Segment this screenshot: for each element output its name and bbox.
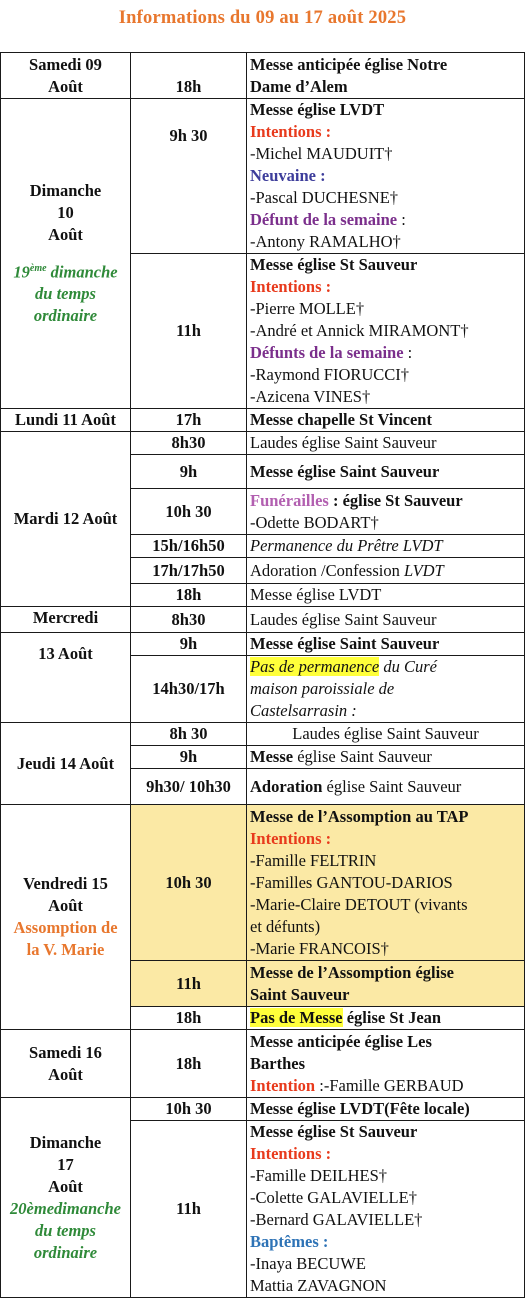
event-cell: Pas de Messe église St Jean [247, 1007, 525, 1030]
table-row [1, 633, 525, 656]
table-row [1, 805, 525, 961]
day-cell [1, 53, 131, 99]
event-cell [247, 53, 525, 99]
event-cell: Messe église Saint Sauveur [247, 633, 525, 656]
day-label: Août [48, 224, 83, 244]
table-row [1, 99, 525, 254]
time-cell: 18h [131, 53, 247, 99]
event-cell: Messe anticipée église Les Barthes Intention :-Famille GERBAUD [247, 1030, 525, 1098]
event-line: maison paroissiale de [250, 679, 395, 698]
event-line: Messe anticipée église Notre [250, 54, 448, 74]
feast-label: la V. Marie [26, 940, 105, 959]
event-cell: Laudes église Saint Sauveur [247, 432, 525, 455]
event-line: Castelsarrasin : [250, 701, 357, 720]
time-cell: 9h30/ 10h30 [131, 769, 247, 805]
event-line: Messe de l’Assomption église [250, 962, 454, 982]
event-line: Saint Sauveur [250, 984, 350, 1004]
event-cell: Messe église LVDT(Fête locale) [247, 1098, 525, 1121]
table-row [1, 723, 525, 746]
time-cell: 11h [131, 961, 247, 1007]
event-cell: Messe église Saint Sauveur [247, 746, 525, 769]
time-cell: 11h [131, 1121, 247, 1298]
day-cell: Mercredi [1, 607, 131, 633]
event-line: -Pierre MOLLE† [250, 299, 365, 318]
time-cell: 8h 30 [131, 723, 247, 746]
time-cell: 18h [131, 1030, 247, 1098]
event-cell: Permanence du Prêtre LVDT [247, 535, 525, 558]
event-line: -Odette BODART† [250, 512, 379, 532]
day-cell [1, 99, 131, 409]
feast-label: Assomption de [13, 918, 118, 937]
event-line: -Pascal DUCHESNE† [250, 188, 399, 207]
event-line: -André et Annick MIRAMONT† [250, 321, 469, 340]
time-cell: 10h 30 [131, 1098, 247, 1121]
table-row [1, 1030, 525, 1098]
event-line: -Famille DEILHES† [250, 1166, 388, 1185]
event-cell [247, 1121, 525, 1298]
time-cell: 9h 30 [131, 99, 247, 254]
liturgy-note: 19ème dimanche [13, 262, 118, 282]
intentions-label: Intentions : [250, 122, 332, 141]
event-line: -Famille FELTRIN [250, 850, 377, 870]
event-line: -Bernard GALAVIELLE† [250, 1210, 423, 1229]
day-cell: 13 Août [1, 633, 131, 723]
liturgy-note: ordinaire [33, 1242, 98, 1262]
time-cell: 9h [131, 455, 247, 489]
day-cell: Lundi 11 Août [1, 409, 131, 432]
top-cut-text [60, 0, 460, 4]
day-cell: Jeudi 14 Août [1, 723, 131, 805]
schedule-table [0, 52, 525, 1298]
day-label: Vendredi 15 [23, 874, 108, 893]
event-cell: Messe église LVDT Intentions : -Michel MAUDUIT† Neuvaine : -Pascal DUCHESNE† Défunt de la semaine : -Antony RAMALHO† [247, 99, 525, 254]
day-label: 10 [57, 202, 74, 222]
liturgy-note: ordinaire [33, 306, 98, 326]
liturgy-note: du temps [35, 284, 96, 304]
event-cell: Pas de permanence du Curé maison paroissiale de Castelsarrasin : [247, 656, 525, 723]
day-label: Dimanche [29, 1132, 102, 1152]
event-line: -Marie FRANCOIS† [250, 938, 389, 958]
event-cell: Funérailles : église St Sauveur -Odette BODART† [247, 489, 525, 535]
highlight-text: Pas de Messe [250, 1008, 343, 1027]
intentions-label: Intention [250, 1075, 316, 1095]
event-line: -Familles GANTOU-DARIOS [250, 872, 453, 892]
day-cell [1, 1030, 131, 1098]
event-cell: Messe église St Sauveur Intentions : -Pierre MOLLE† -André et Annick MIRAMONT† Défunts de la semaine : -Raymond FIORUCCI† -Azicena VINES† [247, 254, 525, 409]
event-line: Dame d’Alem [250, 76, 348, 96]
liturgy-note: 20èmedimanche [10, 1198, 121, 1218]
day-cell [1, 805, 131, 1030]
event-title: Messe anticipée église Les [250, 1031, 432, 1051]
day-label: Août [48, 896, 83, 915]
time-cell: 9h [131, 633, 247, 656]
intentions-label: Intentions : [250, 277, 332, 296]
time-cell: 17h [131, 409, 247, 432]
event-line: -Michel MAUDUIT† [250, 144, 393, 163]
event-line: -Marie-Claire DETOUT (vivants [250, 894, 468, 914]
day-label: Août [48, 76, 83, 96]
time-cell: 8h30 [131, 607, 247, 633]
time-cell: 18h [131, 584, 247, 607]
day-label: Samedi 09 [29, 54, 102, 74]
day-label: 17 [57, 1154, 74, 1174]
page-title: Informations du 09 au 17 août 2025 [118, 8, 407, 28]
time-cell: 18h [131, 1007, 247, 1030]
liturgy-note: du temps [35, 1220, 96, 1240]
defunt-label: Défunt de la semaine [250, 210, 398, 229]
time-cell: 10h 30 [131, 805, 247, 961]
time-cell: 15h/16h50 [131, 535, 247, 558]
time-cell: 14h30/17h [131, 656, 247, 723]
neuvaine-label: Neuvaine : [250, 166, 326, 185]
event-title: Messe église LVDT [250, 100, 385, 119]
event-line: et défunts) [250, 916, 321, 936]
event-cell [247, 961, 525, 1007]
table-row [1, 432, 525, 455]
defunt-label: Défunts de la semaine [250, 343, 404, 362]
event-line: -Colette GALAVIELLE† [250, 1188, 417, 1207]
event-line: Mattia ZAVAGNON [250, 1276, 387, 1295]
time-cell: 8h30 [131, 432, 247, 455]
day-label: Août [48, 1064, 83, 1084]
time-cell: 17h/17h50 [131, 558, 247, 584]
highlight-text: Pas de permanence [250, 657, 380, 676]
table-row [1, 53, 525, 99]
table-row [1, 607, 525, 633]
event-title: Messe église St Sauveur [250, 1122, 418, 1141]
intentions-label: Intentions : [250, 828, 332, 848]
event-line: -Antony RAMALHO† [250, 232, 401, 251]
event-title: Messe église St Sauveur [250, 255, 418, 274]
intentions-label: Intentions : [250, 1144, 332, 1163]
day-cell [1, 1098, 131, 1298]
baptemes-label: Baptêmes : [250, 1232, 329, 1251]
event-line: -Azicena VINES† [250, 387, 371, 406]
event-cell: Messe église Saint Sauveur [247, 455, 525, 489]
event-cell: Adoration /Confession LVDT [247, 558, 525, 584]
event-title: Messe de l’Assomption au TAP [250, 806, 469, 826]
day-cell: Mardi 12 Août [1, 432, 131, 607]
time-cell: 9h [131, 746, 247, 769]
time-cell: 10h 30 [131, 489, 247, 535]
table-row [1, 1098, 525, 1121]
day-label: Samedi 16 [29, 1042, 102, 1062]
event-cell: Laudes église Saint Sauveur [247, 607, 525, 633]
event-cell: Adoration église Saint Sauveur [247, 769, 525, 805]
day-label: Août [48, 1176, 83, 1196]
day-label: Dimanche [29, 180, 102, 200]
event-cell: Messe chapelle St Vincent [247, 409, 525, 432]
event-cell [247, 805, 525, 961]
event-cell: Messe église LVDT [247, 584, 525, 607]
time-cell: 11h [131, 254, 247, 409]
event-cell: Laudes église Saint Sauveur [247, 723, 525, 746]
event-line: -Inaya BECUWE [250, 1254, 366, 1273]
event-title: Barthes [250, 1053, 305, 1073]
table-row [1, 409, 525, 432]
funerailles-label: Funérailles [250, 490, 329, 510]
event-line: -Raymond FIORUCCI† [250, 365, 410, 384]
